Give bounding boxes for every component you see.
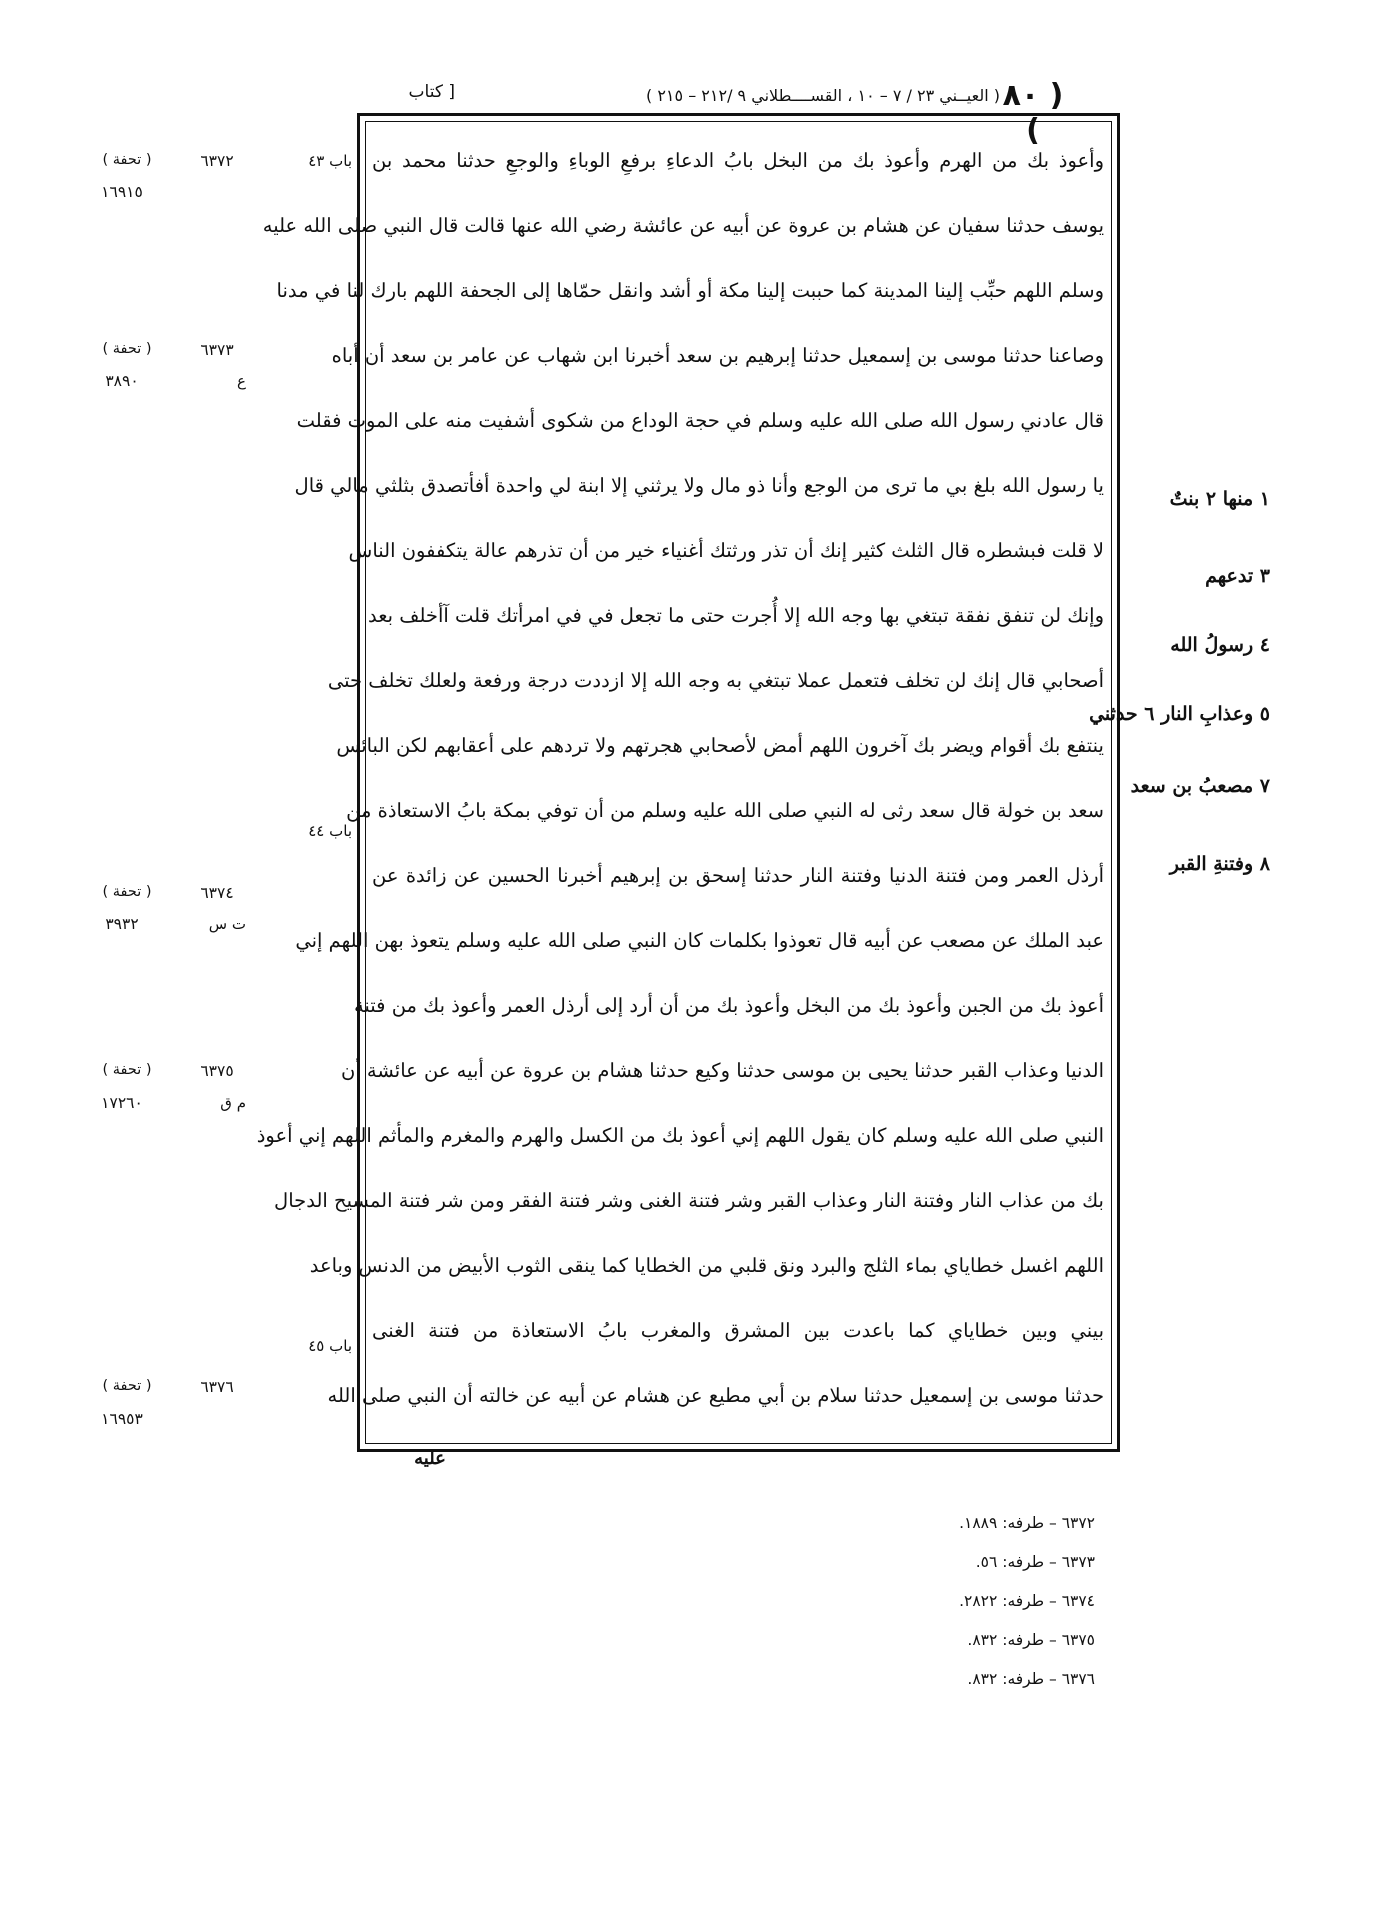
variant-note: ٥ وعذابِ النار ٦ حدثني	[1089, 703, 1270, 725]
text-line: حدثنا موسى بن إسمعيل حدثنا سلام بن أبي مطيع عن هشام عن أبيه عن خالته أن النبي صلى الله	[327, 1384, 1104, 1407]
tuhfa-number: ١٧٢٦٠	[101, 1094, 143, 1112]
book-title: [ كتاب	[408, 82, 455, 102]
chapter-marker: باب ٤٥	[308, 1337, 352, 1355]
tuhfa-number: ٣٩٣٢	[105, 915, 139, 933]
cross-reference: ٦٣٧٦ – طرفه: ٨٣٢.	[967, 1670, 1095, 1688]
hadith-number: ٦٣٧٢	[200, 152, 234, 170]
tuhfa-label: ( تحفة )	[102, 152, 152, 168]
tuhfa-number: ٣٨٩٠	[105, 372, 139, 390]
page-number: ( ٨٠ )	[1002, 78, 1064, 148]
text-line: الدنيا وعذاب القبر حدثنا يحيى بن موسى حدثنا وكيع حدثنا هشام بن عروة عن أبيه عن عائشة أن	[340, 1059, 1104, 1082]
text-line: عبد الملك عن مصعب عن أبيه قال تعوذوا بكلمات كان النبي صلى الله عليه وسلم يتعوذ بهن اللهم إني	[295, 929, 1104, 952]
text-line: يوسف حدثنا سفيان عن هشام بن عروة عن أبيه عن عائشة رضي الله عنها قالت قال النبي صلى الله عليه	[262, 214, 1104, 237]
text-line: لا قلت فبشطره قال الثلث كثير إنك أن تذر ورثتك أغنياء خير من أن تذرهم عالة يتكففون الناس	[348, 539, 1104, 562]
hadith-number: ٦٣٧٥	[200, 1062, 234, 1080]
text-line: سعد بن خولة قال سعد رثى له النبي صلى الله عليه وسلم من أن توفي بمكة بابُ الاستعاذة من	[346, 799, 1104, 822]
text-line: وأعوذ بك من الهرم وأعوذ بك من البخل بابُ الدعاءِ برفعِ الوباءِ والوجعِ حدثنا محمد بن	[372, 149, 1104, 172]
text-line: أصحابي قال إنك لن تخلف فتعمل عملا تبتغي به وجه الله إلا ازددت درجة ورفعة ولعلك تخلف حتى	[327, 669, 1104, 692]
tuhfa-label: ( تحفة )	[102, 341, 152, 357]
text-line: وسلم اللهم حبِّب إلينا المدينة كما حببت إلينا مكة أو أشد وانقل حمّاها إلى الجحفة اللهم بارك لنا في مدنا	[276, 279, 1104, 302]
book-sigla: ع	[237, 372, 246, 390]
hadith-number: ٦٣٧٦	[200, 1378, 234, 1396]
text-line: اللهم اغسل خطاياي بماء الثلج والبرد ونق قلبي من الخطايا كما ينقى الثوب الأبيض من الدنس وباعد	[309, 1254, 1104, 1277]
book-sigla: ت س	[208, 915, 246, 933]
variant-note: ٤ رسولُ الله	[1170, 634, 1270, 656]
text-line: أعوذ بك من الجبن وأعوذ بك من البخل وأعوذ بك من أن أرد إلى أرذل العمر وأعوذ بك من فتنة	[353, 994, 1104, 1017]
text-line: قال عادني رسول الله صلى الله عليه وسلم في حجة الوداع من شكوى أشفيت منه على الموت فقلت	[296, 409, 1104, 432]
text-line: ينتفع بك أقوام ويضر بك آخرون اللهم أمض لأصحابي هجرتهم ولا تردهم على أعقابهم لكن البائس	[336, 734, 1104, 757]
tuhfa-number: ١٦٩٥٣	[101, 1410, 143, 1428]
text-line: النبي صلى الله عليه وسلم كان يقول اللهم إني أعوذ بك من الكسل والهرم والمغرم والمأثم اللهم إني أعوذ	[256, 1124, 1104, 1147]
tuhfa-label: ( تحفة )	[102, 1378, 152, 1394]
text-line: وصاعنا حدثنا موسى بن إسمعيل حدثنا إبرهيم بن سعد أخبرنا ابن شهاب عن عامر بن سعد أن أباه	[331, 344, 1104, 367]
cross-reference: ٦٣٧٢ – طرفه: ١٨٨٩.	[959, 1514, 1095, 1532]
text-line: أرذل العمر ومن فتنة الدنيا وفتنة النار حدثنا إسحق بن إبرهيم أخبرنا الحسين عن زائدة عن	[372, 864, 1104, 887]
text-line: بيني وبين خطاياي كما باعدت بين المشرق والمغرب بابُ الاستعاذة من فتنة الغنى	[372, 1319, 1104, 1342]
book-sigla: م ق	[220, 1094, 246, 1112]
variant-note: ٧ مصعبُ بن سعد	[1130, 775, 1270, 797]
page-references: ( العيــني ٢٣ / ٧ – ١٠ ، القســــطلاني ٩ /٢١٢ – ٢١٥ )	[646, 86, 1000, 105]
chapter-marker: باب ٤٤	[308, 822, 352, 840]
cross-reference: ٦٣٧٣ – طرفه: ٥٦.	[975, 1553, 1095, 1571]
catchword: عليه	[414, 1448, 446, 1469]
text-line: وإنك لن تنفق نفقة تبتغي بها وجه الله إلا أُجرت حتى ما تجعل في في امرأتك قلت آأخلف بعد	[368, 604, 1104, 627]
hadith-number: ٦٣٧٣	[200, 341, 234, 359]
tuhfa-label: ( تحفة )	[102, 1062, 152, 1078]
cross-reference: ٦٣٧٤ – طرفه: ٢٨٢٢.	[959, 1592, 1095, 1610]
text-line: بك من عذاب النار وفتنة النار وعذاب القبر وشر فتنة الغنى وشر فتنة الفقر ومن شر فتنة المسيح الدجال	[274, 1189, 1104, 1212]
variant-note: ٨ وفتنةِ القبر	[1169, 853, 1270, 875]
chapter-marker: باب ٤٣	[308, 152, 352, 170]
variant-note: ٣ تدعهم	[1205, 565, 1270, 587]
cross-reference: ٦٣٧٥ – طرفه: ٨٣٢.	[967, 1631, 1095, 1649]
text-line: يا رسول الله بلغ بي ما ترى من الوجع وأنا ذو مال ولا يرثني إلا ابنة لي واحدة أفأتصدق بثلثي مالي قال	[294, 474, 1104, 497]
variant-note: ١ منها ٢ بنتٌ	[1169, 488, 1270, 510]
tuhfa-label: ( تحفة )	[102, 884, 152, 900]
tuhfa-number: ١٦٩١٥	[101, 183, 143, 201]
hadith-number: ٦٣٧٤	[200, 884, 234, 902]
